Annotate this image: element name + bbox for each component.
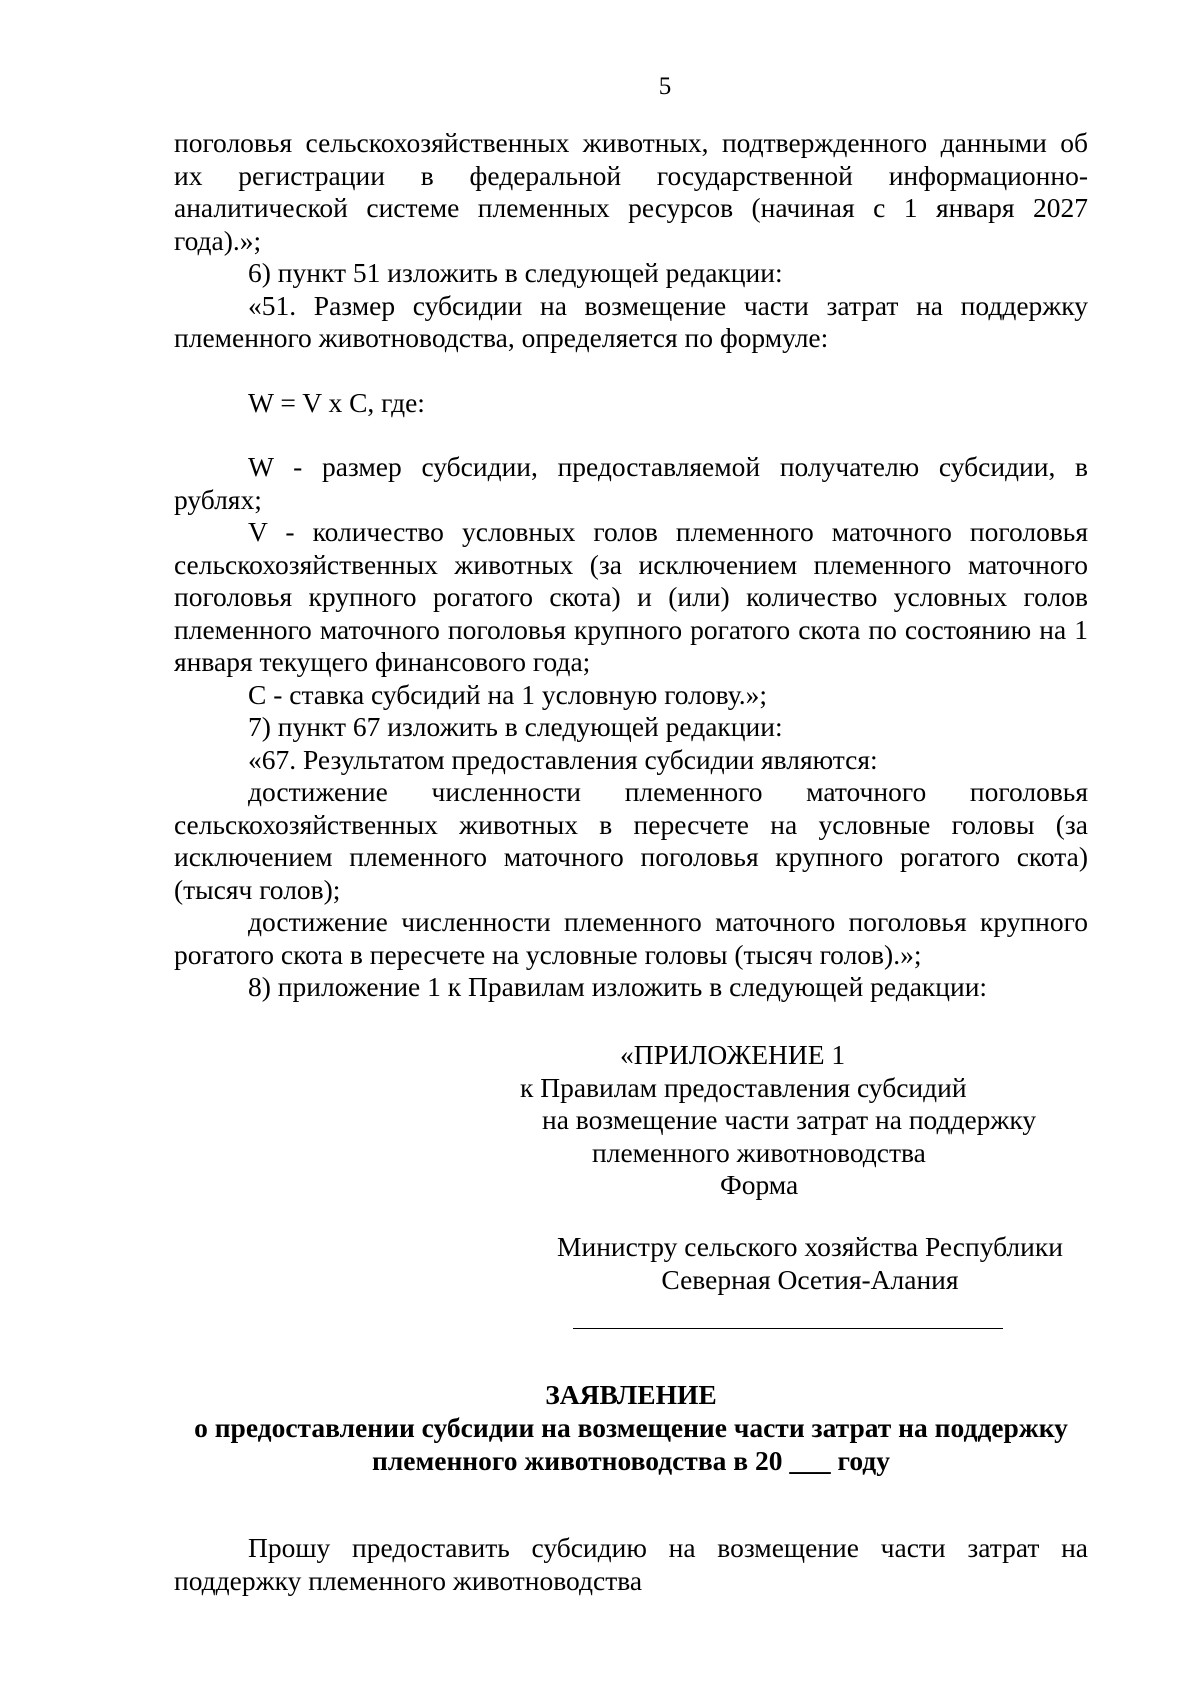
request-paragraph: Прошу предоставить субсидию на возмещение части затрат на поддержку племенного животноводства [174,1532,1088,1596]
addressee-line: Министру сельского хозяйства Республики [557,1231,1063,1262]
statement-subtitle: племенного животноводства в 20 ___ году [372,1445,890,1476]
body-text [174,127,1088,1004]
appendix-header [520,1039,1100,1202]
result-2: достижение численности племенного маточного поголовья крупного рогатого скота в пересчете на условные головы (тысяч голов).»; [174,906,1088,970]
paragraph-item-8: 8) приложение 1 к Правилам изложить в следующей редакции: [248,971,988,1002]
statement-title: ЗАЯВЛЕНИЕ [545,1379,717,1410]
appendix-subject-cont: племенного животноводства [592,1136,926,1168]
paragraph-item-7: 7) пункт 67 изложить в следующей редакции: [248,711,783,742]
definition-w: W - размер субсидии, предоставляемой получателю субсидии, в рублях; [174,451,1088,515]
appendix-subject: на возмещение части затрат на поддержку [542,1104,1037,1135]
paragraph-item-6: 6) пункт 51 изложить в следующей редакции: [248,257,783,288]
definition-v: V - количество условных голов племенного маточного поголовья сельскохозяйственных животных (за исключением племенного маточного поголовья крупного рогатого скота) и (или) количество условных голов племенного маточного поголовья крупного рогатого скота по состоянию на 1 января текущего финансового года; [174,516,1088,677]
paragraph-point-51: «51. Размер субсидии на возмещение части затрат на поддержку племенного животноводства, определяется по формуле: [174,289,1088,353]
final-section [174,1532,1088,1597]
paragraph-continuation: поголовья сельскохозяйственных животных, подтвержденного данными об их регистрации в федеральной государственной информационно-аналитической системе племенных ресурсов (начиная с 1 января 2027 года).»; [174,127,1088,256]
result-1: достижение численности племенного маточного поголовья сельскохозяйственных животных в пересчете на условные головы (за исключением племенного маточного поголовья крупного рогатого скота) (тысяч голов); [174,776,1088,905]
appendix-ref: к Правилам предоставления субсидий [520,1071,967,1103]
addressee-block [520,1231,1100,1296]
formula: W = V x C, где: [248,386,425,418]
definition-c: С - ставка субсидий на 1 условную голову.»; [248,678,767,710]
paragraph-point-67: «67. Результатом предоставления субсидии являются: [248,743,878,775]
page-number: 5 [658,73,672,100]
statement-heading [174,1378,1088,1477]
blank-line [573,1328,1003,1329]
statement-subtitle: о предоставлении субсидии на возмещение части затрат на поддержку [194,1412,1068,1443]
form-label: Форма [720,1169,799,1200]
appendix-title: «ПРИЛОЖЕНИЕ 1 [620,1039,846,1070]
addressee-line: Северная Осетия-Алания [661,1263,959,1295]
